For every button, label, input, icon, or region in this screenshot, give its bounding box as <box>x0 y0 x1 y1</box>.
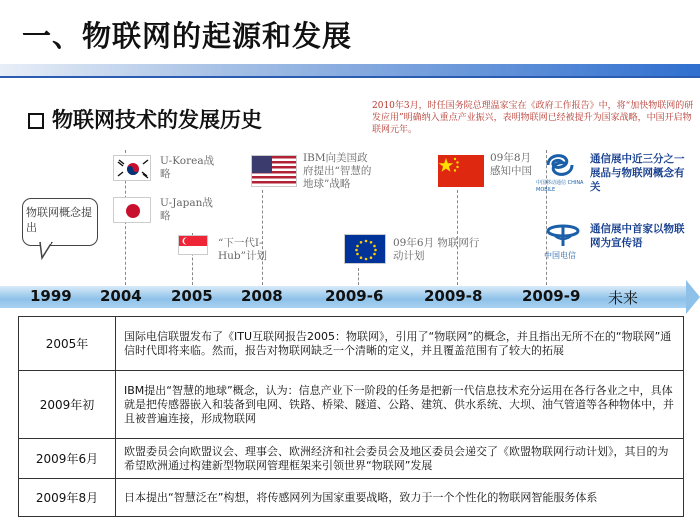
timeline-arrowhead-icon <box>686 280 700 314</box>
year-2009-6: 2009-6 <box>325 287 384 305</box>
china-telecom-logo-icon <box>545 222 581 248</box>
korea-label: U-Korea战略 <box>160 155 215 180</box>
year-future: 未来 <box>608 289 639 307</box>
row-date: 2005年 <box>19 317 116 371</box>
china-label: 09年8月 感知中国 <box>490 152 532 177</box>
table-row <box>19 317 684 371</box>
china-mobile-logo-icon <box>542 150 578 180</box>
year-2004: 2004 <box>100 287 142 305</box>
eu-label: 09年6月 物联网行动计划 <box>393 237 480 262</box>
callout-text: 物联网概念提出 <box>26 206 92 234</box>
china-flag-icon <box>438 155 484 187</box>
title-underline-dark <box>0 76 700 78</box>
singapore-flag-icon <box>178 235 208 255</box>
table-row <box>19 371 684 439</box>
year-1999: 1999 <box>30 287 72 305</box>
row-date: 2009年初 <box>19 371 116 439</box>
events-table <box>18 316 684 517</box>
bullet-square-icon <box>28 113 44 129</box>
eu-flag-icon <box>344 234 386 264</box>
china-mobile-text: 通信展中近三分之一展品与物联网概念有关 <box>590 153 685 193</box>
usa-flag-icon <box>251 155 297 187</box>
connector-2009-6 <box>358 268 359 285</box>
table-row <box>19 479 684 517</box>
row-date: 2009年8月 <box>19 479 116 517</box>
table-row <box>19 439 684 479</box>
china-telecom-wordmark: 中国电信 <box>544 251 576 260</box>
callout-tail-icon <box>38 242 58 260</box>
row-text: 欧盟委员会向欧盟议会、理事会、欧洲经济和社会委员会及地区委员会递交了《欧盟物联网行动计划》，其目的为希望欧洲通过构建新型物联网管理框架来引领世界“物联网”发展 <box>116 439 684 479</box>
title-underline <box>0 64 700 76</box>
section-subtitle: 物联网技术的发展历史 <box>52 108 262 132</box>
japan-flag-icon <box>113 197 151 223</box>
korea-flag-icon <box>113 155 151 181</box>
row-text: 日本提出“智慧泛在”构想，将传感网列为国家重要战略，致力于一个个性化的物联网智能服务体系 <box>116 479 684 517</box>
singapore-label: “下一代I-Hub”计划 <box>218 237 268 262</box>
china-telecom-text: 通信展中首家以物联网为宣传语 <box>590 223 685 249</box>
row-text: 国际电信联盟发布了《ITU互联网报告2005：物联网》，引用了“物联网”的概念，并且指出无所不在的“物联网”通信时代即将来临。然而，报告对物联网缺乏一个清晰的定义，并且覆盖范围有了较大的拓展 <box>116 317 684 371</box>
china-mobile-wordmark: 中国移动通信 CHINA MOBILE <box>536 180 584 193</box>
year-2005: 2005 <box>171 287 213 305</box>
year-2009-8: 2009-8 <box>424 287 483 305</box>
slide-title: 一、物联网的起源和发展 <box>22 19 353 53</box>
japan-label: U-Japan战略 <box>160 197 213 222</box>
year-2009-9: 2009-9 <box>522 287 581 305</box>
year-2008: 2008 <box>241 287 283 305</box>
usa-label: IBM向美国政府提出“智慧的地球”战略 <box>303 152 372 190</box>
row-text: IBM提出“智慧的地球”概念，认为：信息产业下一阶段的任务是把新一代信息技术充分运用在各行各业之中，具体就是把传感器嵌入和装备到电网、铁路、桥梁、隧道、公路、建筑、供水系统、大坝、油气管道等各种物体中，并且被普遍连接，形成物联网 <box>116 371 684 439</box>
row-date: 2009年6月 <box>19 439 116 479</box>
policy-note: 2010年3月，时任国务院总理温家宝在《政府工作报告》中，将“加快物联网的研发应用”明确纳入重点产业振兴，表明物联网已经被提升为国家战略，中国开启物联网元年。 <box>372 101 694 135</box>
